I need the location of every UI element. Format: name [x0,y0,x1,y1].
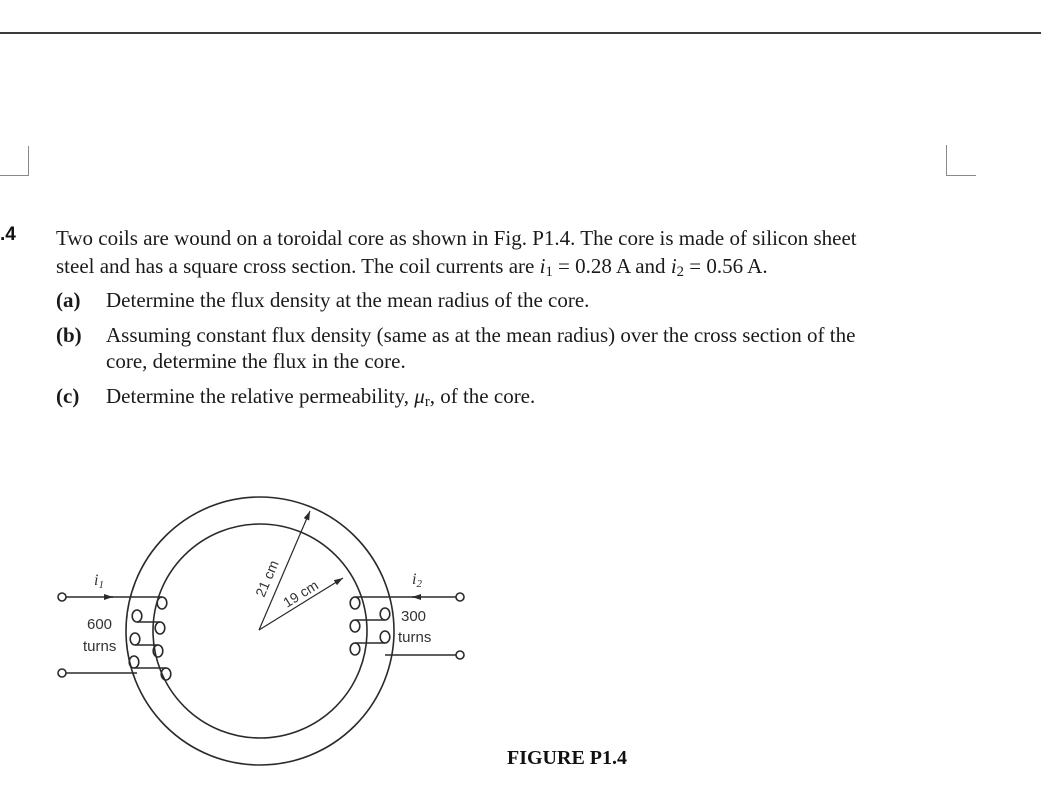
part-a: (a) Determine the flux density at the mean radius of the core. [56,288,590,312]
outer-radius-label: 21 cm [252,557,282,600]
inner-radius-label: 19 cm [280,576,321,611]
part-label: (a) [56,288,81,312]
coil-1-turns-unit: turns [83,638,117,655]
problem-number: .4 [0,224,16,245]
coil-1-current-label: i1 [94,572,104,591]
coil-2-terminal-bottom [456,651,464,659]
coil-2-current-label: i2 [412,571,422,590]
part-b: (b) Assuming constant flux density (same as at the mean radius) over the cross section of the core, determine the flux in the core. [56,323,856,373]
coil-1-turns-value: 600 [87,616,113,633]
statement-line-1: Two coils are wound on a toroidal core as shown in Fig. P1.4. The core is made of silicon sheet [56,226,857,250]
figure-caption: FIGURE P1.4 [507,747,627,769]
i1-symbol: i [539,254,546,278]
i1-value: = 0.28 A and [552,254,671,278]
i2-symbol: i [670,254,677,278]
coil-1-terminal-bottom [58,669,66,677]
mu-symbol: μ [414,384,425,408]
part-label: (b) [56,323,82,347]
part-label: (c) [56,384,80,408]
toroid-inner-edge [153,524,367,738]
coil-1-terminal-top [58,593,66,601]
i2-value: = 0.56 A. [684,254,768,278]
coil-2-turns-value: 300 [401,608,427,625]
part-c: (c) Determine the relative permeability, $\mu_r$, of the core. [56,384,536,410]
statement-line-2: steel and has a square cross section. The coil currents are $i_1 = 0.28$ A and $i_2 = 0.56$ A. [56,254,768,280]
coil-2-terminal-top [456,593,464,601]
coil-2-turns-unit: turns [398,629,432,646]
